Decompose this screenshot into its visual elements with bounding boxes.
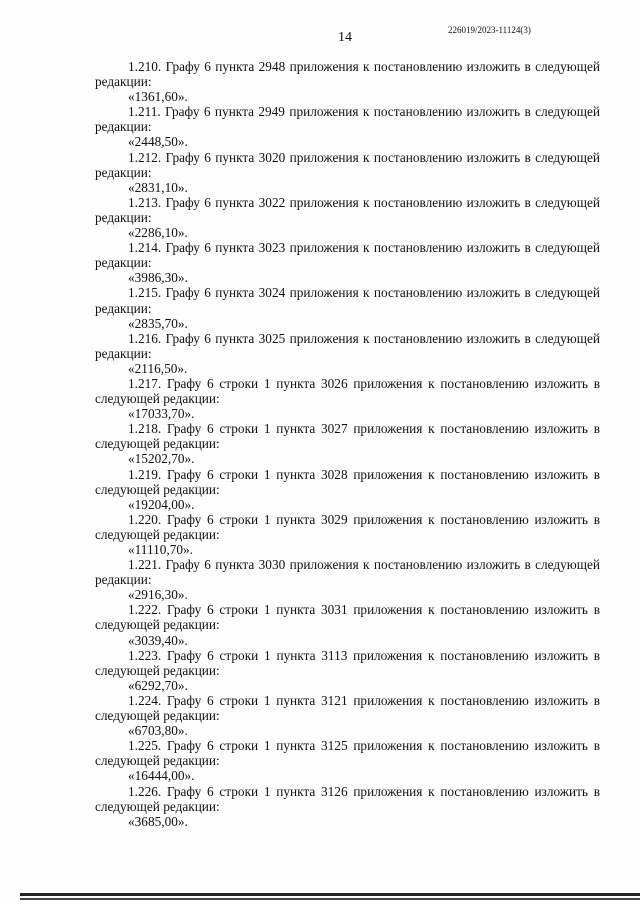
amendment-item xyxy=(95,150,600,195)
amendment-item-text: 1.219. Графу 6 строки 1 пункта 3028 приложения к постановлению изложить в следующей редакции: xyxy=(95,466,600,497)
amendment-item-value: «3685,00». xyxy=(128,813,188,829)
document-body xyxy=(95,59,600,829)
amendment-item xyxy=(95,421,600,466)
page-number: 14 xyxy=(338,30,352,45)
amendment-item xyxy=(95,648,600,693)
amendment-item xyxy=(95,784,600,829)
amendment-item xyxy=(95,693,600,738)
amendment-item-text: 1.213. Графу 6 пункта 3022 приложения к постановлению изложить в следующей редакции: xyxy=(95,194,600,225)
amendment-item xyxy=(95,557,600,602)
amendment-item-value: «19204,00». xyxy=(128,496,195,512)
amendment-item-value: «3986,30». xyxy=(128,270,188,286)
amendment-item-value: «6292,70». xyxy=(128,677,188,693)
amendment-item-value: «2831,10». xyxy=(128,179,188,195)
amendment-item xyxy=(95,331,600,376)
amendment-item-value: «3039,40». xyxy=(128,632,188,648)
amendment-item-text: 1.224. Графу 6 строки 1 пункта 3121 приложения к постановлению изложить в следующей редакции: xyxy=(95,692,600,724)
amendment-item-value: «2835,70». xyxy=(128,315,188,331)
amendment-item-text: 1.212. Графу 6 пункта 3020 приложения к постановлению изложить в следующей редакции: xyxy=(95,149,600,180)
amendment-item-text: 1.221. Графу 6 пункта 3030 приложения к постановлению изложить в следующей редакции: xyxy=(95,557,600,588)
amendment-item-text: 1.210. Графу 6 пункта 2948 приложения к постановлению изложить в следующей редакции: xyxy=(95,59,600,90)
amendment-item xyxy=(95,104,600,149)
amendment-item xyxy=(95,467,600,512)
amendment-item-value: «2448,50». xyxy=(128,134,188,150)
amendment-item-text: 1.215. Графу 6 пункта 3024 приложения к постановлению изложить в следующей редакции: xyxy=(95,285,600,316)
amendment-item xyxy=(95,195,600,240)
amendment-item xyxy=(95,738,600,783)
amendment-item-text: 1.225. Графу 6 строки 1 пункта 3125 приложения к постановлению изложить в следующей редакции: xyxy=(95,738,600,769)
amendment-item-value: «2916,30». xyxy=(128,587,188,603)
amendment-item-text: 1.220. Графу 6 строки 1 пункта 3029 приложения к постановлению изложить в следующей редакции: xyxy=(95,511,600,542)
amendment-item-value: «11110,70». xyxy=(128,542,194,557)
amendment-item-text: 1.222. Графу 6 строки 1 пункта 3031 приложения к постановлению изложить в следующей редакции: xyxy=(95,602,600,633)
amendment-item-text: 1.218. Графу 6 строки 1 пункта 3027 приложения к постановлению изложить в следующей редакции: xyxy=(95,421,600,452)
amendment-item-text: 1.217. Графу 6 строки 1 пункта 3026 приложения к постановлению изложить в следующей редакции: xyxy=(95,375,600,407)
amendment-item-value: «16444,00». xyxy=(128,768,195,784)
amendment-item-text: 1.214. Графу 6 пункта 3023 приложения к постановлению изложить в следующей редакции: xyxy=(95,240,600,271)
amendment-item-value: «2286,10». xyxy=(128,225,188,241)
amendment-item xyxy=(95,602,600,647)
amendment-item xyxy=(95,376,600,421)
amendment-item-value: «15202,70». xyxy=(128,451,195,467)
amendment-item-text: 1.216. Графу 6 пункта 3025 приложения к постановлению изложить в следующей редакции: xyxy=(95,330,600,361)
bottom-border-line xyxy=(20,893,640,896)
amendment-item-value: «17033,70». xyxy=(128,406,195,422)
bottom-border-line xyxy=(20,898,640,900)
amendment-item-text: 1.211. Графу 6 пункта 2949 приложения к постановлению изложить в следующей редакции: xyxy=(95,104,600,135)
amendment-item xyxy=(95,285,600,330)
amendment-item-value: «6703,80». xyxy=(128,723,188,739)
amendment-item xyxy=(95,240,600,285)
amendment-item-text: 1.223. Графу 6 строки 1 пункта 3113 приложения к постановлению изложить в следующей редакции: xyxy=(95,647,600,678)
amendment-item xyxy=(95,59,600,104)
amendment-item-text: 1.226. Графу 6 строки 1 пункта 3126 приложения к постановлению изложить в следующей редакции: xyxy=(95,783,600,814)
amendment-item xyxy=(95,512,600,557)
document-registration-number: 226019/2023-11124(3) xyxy=(448,25,531,35)
amendment-item-value: «1361,60». xyxy=(128,89,188,105)
amendment-item-value: «2116,50». xyxy=(128,360,188,376)
